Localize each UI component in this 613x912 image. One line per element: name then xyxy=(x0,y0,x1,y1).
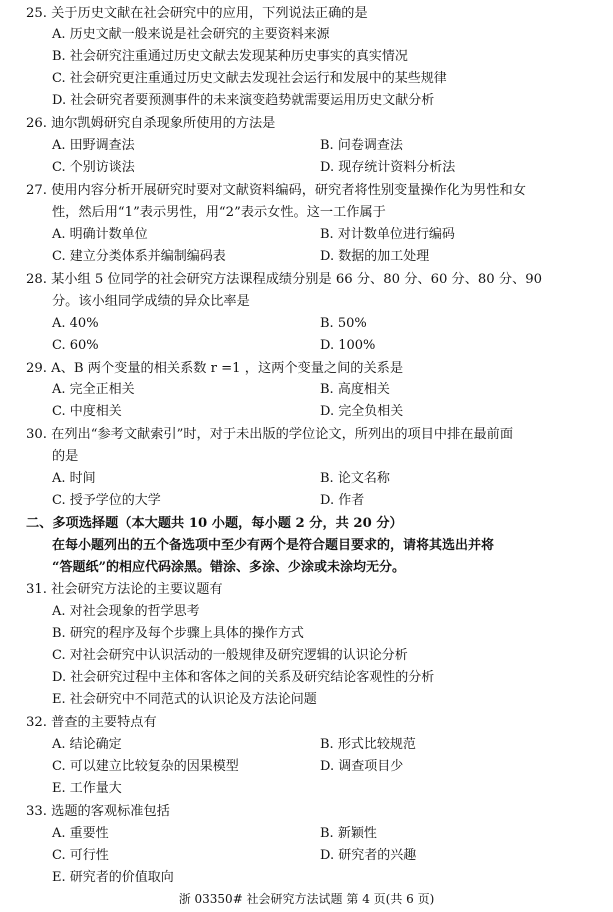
q30-option-d: D. 作者 xyxy=(320,493,365,508)
q29-option-b: B. 高度相关 xyxy=(320,382,390,397)
q29-option-c: C. 中度相关 xyxy=(52,404,122,419)
page-footer: 浙 03350# 社会研究方法试题 第 4 页(共 6 页) xyxy=(178,892,435,906)
q26-option-b: B. 问卷调查法 xyxy=(320,138,403,153)
question-33-stem: 33. 选题的客观标准包括 xyxy=(26,804,170,819)
q32-option-e: E. 工作量大 xyxy=(52,781,122,796)
question-27-stem: 27. 使用内容分析开展研究时要对文献资料编码，研究者将性别变量操作化为男性和女 xyxy=(26,183,526,198)
section-instructions-line2: “答题纸”的相应代码涂黑。错涂、多涂、少涂或未涂均无分。 xyxy=(52,560,405,575)
question-27-stem-line2: 性，然后用“1”表示男性，用“2”表示女性。这一工作属于 xyxy=(52,205,386,220)
question-31-stem: 31. 社会研究方法论的主要议题有 xyxy=(26,582,223,597)
question-25-stem: 25. 关于历史文献在社会研究中的应用，下列说法正确的是 xyxy=(26,6,368,21)
question-26-stem: 26. 迪尔凯姆研究自杀现象所使用的方法是 xyxy=(26,116,276,131)
q25-option-b: B. 社会研究注重通过历史文献去发现某种历史事实的真实情况 xyxy=(52,49,408,64)
question-28-stem-line2: 分。该小组同学成绩的异众比率是 xyxy=(52,294,250,309)
q31-option-b: B. 研究的程序及每个步骤上具体的操作方式 xyxy=(52,626,304,641)
q29-option-d: D. 完全负相关 xyxy=(320,404,404,419)
question-30-stem: 30. 在列出“参考文献索引”时，对于未出版的学位论文，所列出的项目中排在最前面 xyxy=(26,427,514,442)
q31-option-d: D. 社会研究过程中主体和客体之间的关系及研究结论客观性的分析 xyxy=(52,670,435,685)
question-30-stem-line2: 的是 xyxy=(52,449,79,464)
question-28-stem: 28. 某小组 5 位同学的社会研究方法课程成绩分别是 66 分、80 分、60 分、80 分、90 xyxy=(26,272,543,287)
q27-option-b: B. 对计数单位进行编码 xyxy=(320,227,455,242)
q27-option-c: C. 建立分类体系并编制编码表 xyxy=(52,249,226,264)
q25-option-d: D. 社会研究者要预测事件的未来演变趋势就需要运用历史文献分析 xyxy=(52,93,435,108)
q32-option-d: D. 调查项目少 xyxy=(320,759,404,774)
q31-option-c: C. 对社会研究中认识活动的一般规律及研究逻辑的认识论分析 xyxy=(52,648,408,663)
q25-option-a: A. 历史文献一般来说是社会研究的主要资料来源 xyxy=(52,27,330,42)
q30-option-c: C. 授予学位的大学 xyxy=(52,493,161,508)
q31-option-e: E. 社会研究中不同范式的认识论及方法论问题 xyxy=(52,692,317,707)
q33-option-c: C. 可行性 xyxy=(52,848,109,863)
q28-option-b: B. 50% xyxy=(320,316,367,331)
q31-option-a: A. 对社会现象的哲学思考 xyxy=(52,604,200,619)
q26-option-a: A. 田野调查法 xyxy=(52,138,135,153)
q28-option-a: A. 40% xyxy=(52,316,99,331)
section-title: 二、多项选择题（本大题共 10 小题，每小题 2 分，共 20 分） xyxy=(26,516,403,531)
q27-option-d: D. 数据的加工处理 xyxy=(320,249,430,264)
q33-option-b: B. 新颖性 xyxy=(320,826,377,841)
q32-option-a: A. 结论确定 xyxy=(52,737,122,752)
q30-option-a: A. 时间 xyxy=(52,471,96,486)
q29-option-a: A. 完全正相关 xyxy=(52,382,135,397)
q33-option-a: A. 重要性 xyxy=(52,826,109,841)
section-instructions-line1: 在每小题列出的五个备选项中至少有两个是符合题目要求的，请将其选出并将 xyxy=(52,538,495,553)
question-32-stem: 32. 普查的主要特点有 xyxy=(26,715,157,730)
q32-option-b: B. 形式比较规范 xyxy=(320,737,416,752)
q28-option-d: D. 100% xyxy=(320,338,376,353)
q27-option-a: A. 明确计数单位 xyxy=(52,227,148,242)
q25-option-c: C. 社会研究更注重通过历史文献去发现社会运行和发展中的某些规律 xyxy=(52,71,447,86)
question-29-stem: 29. A、B 两个变量的相关系数 r =1 ，这两个变量之间的关系是 xyxy=(26,361,404,376)
q33-option-e: E. 研究者的价值取向 xyxy=(52,870,174,885)
q32-option-c: C. 可以建立比较复杂的因果模型 xyxy=(52,759,239,774)
q28-option-c: C. 60% xyxy=(52,338,99,353)
q30-option-b: B. 论文名称 xyxy=(320,471,390,486)
q33-option-d: D. 研究者的兴趣 xyxy=(320,848,417,863)
q26-option-d: D. 现存统计资料分析法 xyxy=(320,160,456,175)
q26-option-c: C. 个别访谈法 xyxy=(52,160,135,175)
